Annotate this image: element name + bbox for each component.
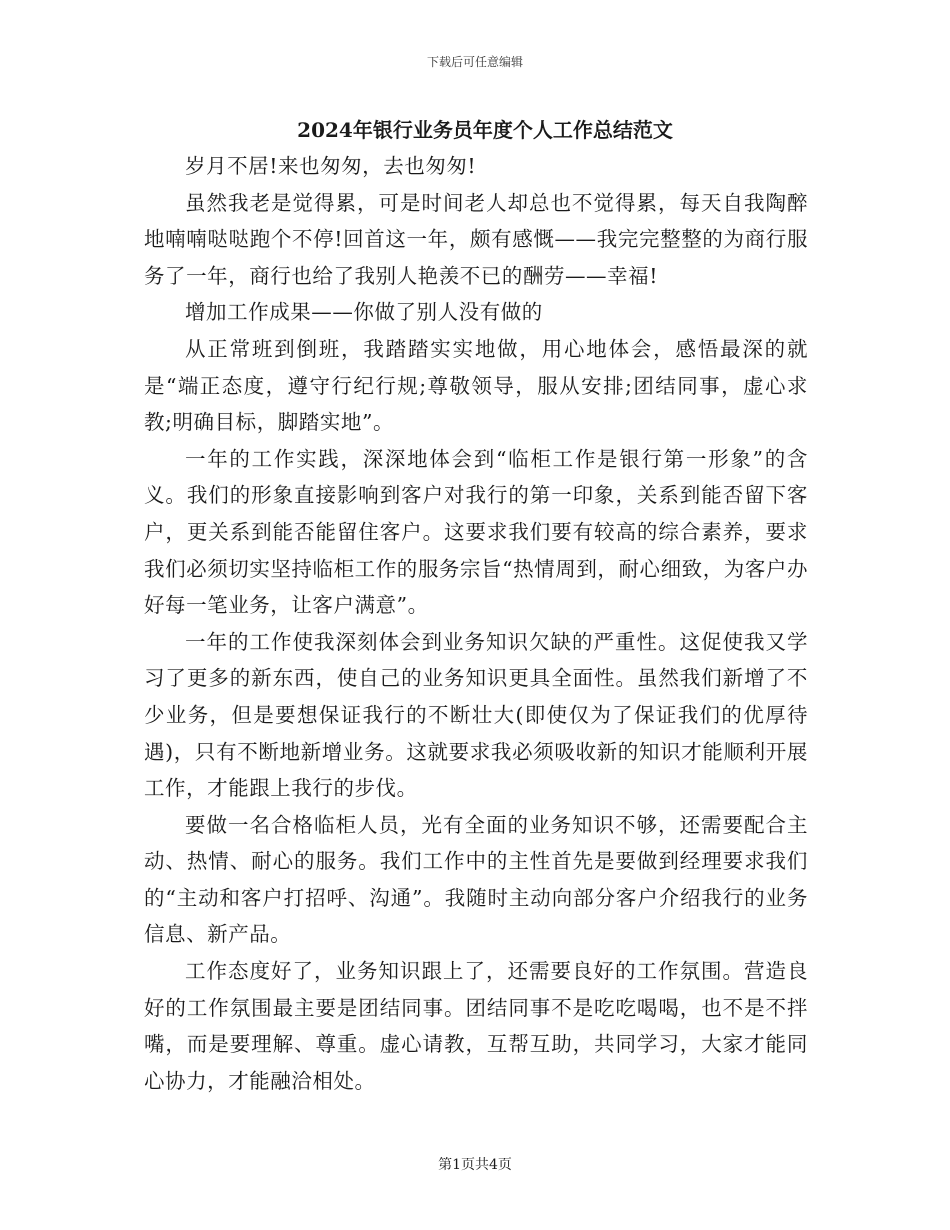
- paragraph-4: 从正常班到倒班，我踏踏实实地做，用心地体会，感悟最深的就是“端正态度，遵守行纪行规;尊敬领导，服从安排;团结同事，虚心求教;明确目标，脚踏实地”。: [144, 336, 808, 435]
- paragraph-1: 岁月不居!来也匆匆，去也匆匆!: [185, 154, 477, 178]
- page-header-note: 下载后可任意编辑: [426, 55, 523, 69]
- paragraph-7: 要做一名合格临柜人员，光有全面的业务知识不够，还需要配合主动、热情、耐心的服务。我们工作中的主性首先是要做到经理要求我们的“主动和客户打招呼、沟通”。我随时主动向部分客户介绍我行的业务信息、新产品。: [144, 812, 808, 947]
- paragraph-3: 增加工作成果——你做了别人没有做的: [185, 300, 543, 325]
- document-body: [144, 148, 808, 1099]
- paragraph-6: 一年的工作使我深刻体会到业务知识欠缺的严重性。这促使我又学习了更多的新东西，使自己的业务知识更具全面性。虽然我们新增了不少业务，但是要想保证我行的不断壮大(即使仅为了保证我们的优厚待遇)，只有不断地新增业务。这就要求我必须吸收新的知识才能顺利开展工作，才能跟上我行的步伐。: [144, 629, 808, 801]
- page-number: 第1页共4页: [438, 1157, 512, 1173]
- paragraph-8: 工作态度好了，业务知识跟上了，还需要良好的工作氛围。营造良好的工作氛围最主要是团结同事。团结同事不是吃吃喝喝，也不是不拌嘴，而是要理解、尊重。虚心请教，互帮互助，共同学习，大家才能同心协力，才能融洽相处。: [144, 959, 808, 1093]
- paragraph-5: 一年的工作实践，深深地体会到“临柜工作是银行第一形象”的含义。我们的形象直接影响到客户对我行的第一印象，关系到能否留下客户，更关系到能否能留住客户。这要求我们要有较高的综合素养，要求我们必须切实坚持临柜工作的服务宗旨“热情周到，耐心细致，为客户办好每一笔业务，让客户满意”。: [144, 446, 808, 618]
- paragraph-2: 虽然我老是觉得累，可是时间老人却总也不觉得累，每天自我陶醉地喃喃哒哒跑个不停!回首这一年，颇有感慨——我完完整整的为商行服务了一年，商行也给了我别人艳羡不已的酬劳——幸福!: [144, 190, 808, 288]
- document-title: 2024年银行业务员年度个人工作总结范文: [297, 118, 673, 142]
